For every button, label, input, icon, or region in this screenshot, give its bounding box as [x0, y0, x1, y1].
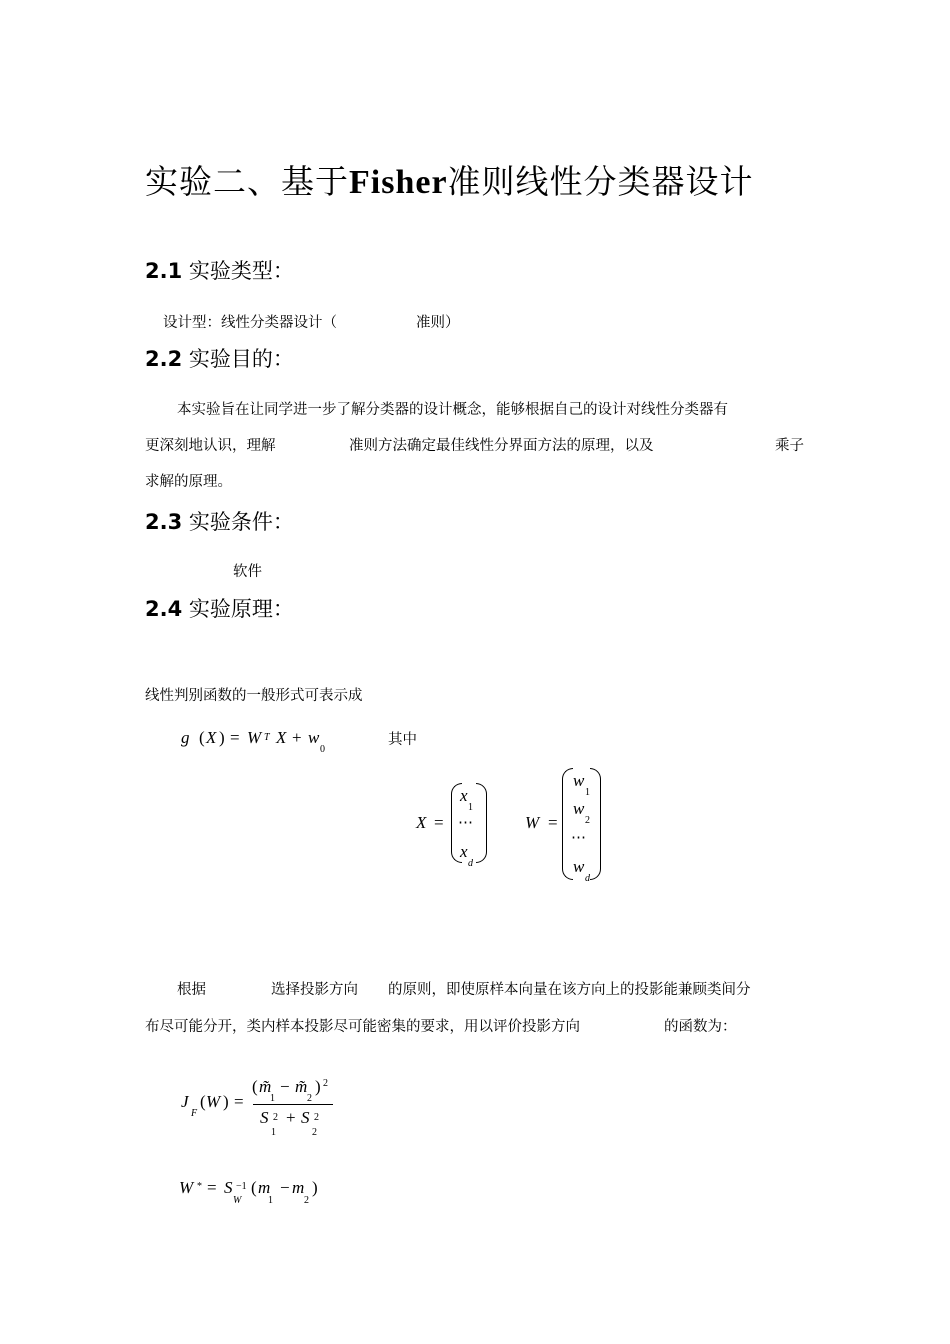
symbol-w1: w: [573, 771, 585, 790]
symbol-W: W: [525, 813, 540, 832]
symbol-equals: =: [207, 1178, 217, 1197]
section-heading-2-2: [145, 345, 294, 373]
symbol-lparen: (: [200, 1092, 206, 1111]
section-number: 2.4: [145, 597, 183, 621]
principle-para2b: 的函数为：: [664, 1019, 737, 1035]
symbol-T: T: [264, 732, 270, 743]
title-bold: Fisher: [349, 164, 448, 201]
purpose-line-1: 本实验旨在让同学进一步了解分类器的设计概念，能够根据自己的设计对线性分类器有: [177, 402, 728, 418]
symbol-sub-2: 2: [307, 1093, 312, 1104]
symbol-X: X: [416, 813, 427, 832]
symbol-xd: x: [460, 842, 468, 861]
symbol-S2: S: [301, 1108, 310, 1127]
symbol-S: S: [224, 1178, 233, 1197]
section-heading-2-3: [145, 508, 294, 536]
symbol-m-tilde-1: m̃: [259, 1077, 272, 1096]
section-title: 实验条件：: [188, 510, 294, 534]
symbol-lparen: (: [199, 728, 205, 747]
symbol-minus: −: [280, 1077, 290, 1096]
symbol-X2: X: [276, 728, 287, 747]
symbol-wd: w: [573, 857, 585, 876]
symbol-sub-1: 1: [585, 787, 590, 798]
principle-para1b: 选择投影方向: [271, 982, 358, 998]
symbol-rparen: ): [219, 728, 225, 747]
section-number: 2.2: [145, 347, 183, 371]
symbol-star: *: [197, 1181, 202, 1192]
symbol-w2: w: [573, 799, 585, 818]
principle-para2a: 布尽可能分开，类内样本投影尽可能密集的要求，用以评价投影方向: [145, 1019, 580, 1035]
title-prefix: 实验二、基于: [145, 162, 349, 201]
symbol-rparen: ): [312, 1178, 318, 1197]
purpose-line-2b: 准则方法确定最佳线性分界面方法的原理，以及: [349, 438, 654, 454]
right-paren: [590, 768, 601, 880]
symbol-g: g: [181, 728, 190, 747]
section-title: 实验目的：: [188, 347, 294, 371]
symbol-m-tilde-2: m̃: [295, 1077, 308, 1096]
section-title: 实验原理：: [188, 597, 294, 621]
left-paren: [562, 768, 573, 880]
symbol-rparen: ): [315, 1077, 321, 1096]
principle-para1c: 的原则，即使原样本向量在该方向上的投影能兼顾类间分: [388, 982, 751, 998]
section-number: 2.1: [145, 259, 183, 283]
symbol-sub-1: 1: [270, 1093, 275, 1104]
symbol-sub-1: 1: [268, 1195, 273, 1206]
symbol-rparen: ): [223, 1092, 229, 1111]
symbol-equals: =: [434, 813, 444, 832]
section-number: 2.3: [145, 510, 183, 534]
symbol-sub-F: F: [191, 1108, 198, 1119]
symbol-sub-W: W: [233, 1195, 242, 1206]
purpose-line-3: 求解的原理。: [145, 474, 232, 490]
principle-intro: 线性判别函数的一般形式可表示成: [145, 688, 363, 704]
symbol-sup-2: 2: [323, 1078, 328, 1089]
section-heading-2-1: [145, 257, 294, 285]
symbol-dots: ⋯: [458, 815, 473, 831]
symbol-W: W: [179, 1178, 194, 1197]
section-title: 实验类型：: [188, 259, 294, 283]
symbol-m2: m: [292, 1178, 305, 1197]
symbol-W: W: [247, 728, 262, 747]
fraction-bar: [253, 1104, 333, 1105]
symbol-sub-d: d: [468, 858, 473, 869]
symbol-plus: +: [286, 1108, 296, 1127]
symbol-sup-minus1: −1: [236, 1181, 247, 1192]
symbol-sub-2: 2: [312, 1127, 317, 1138]
right-paren: [476, 783, 487, 863]
principle-para1a: 根据: [177, 982, 206, 998]
symbol-S1: S: [260, 1108, 269, 1127]
symbol-sub-2: 2: [304, 1195, 309, 1206]
symbol-sub-0: 0: [320, 744, 325, 755]
principle-where: 其中: [388, 732, 417, 748]
symbol-equals: =: [548, 813, 558, 832]
type-text-part2: 准则）: [416, 315, 460, 331]
symbol-lparen: (: [251, 1178, 257, 1197]
symbol-sup-2: 2: [273, 1112, 278, 1123]
title-suffix: 准则线性分类器设计: [447, 162, 754, 201]
symbol-dots: ⋯: [571, 830, 586, 846]
section-heading-2-4: [145, 595, 294, 623]
purpose-line-2c: 乘子: [775, 438, 804, 454]
symbol-sub-d: d: [585, 873, 590, 884]
type-text-part1: 设计型：线性分类器设计（: [163, 315, 337, 331]
symbol-minus: −: [280, 1178, 290, 1197]
symbol-equals: =: [230, 728, 240, 747]
condition-text: 软件: [233, 564, 262, 580]
symbol-lparen: (: [252, 1077, 258, 1096]
purpose-line-2a: 更深刻地认识，理解: [145, 438, 276, 454]
symbol-x1: x: [460, 786, 468, 805]
symbol-sub-2: 2: [585, 815, 590, 826]
symbol-sub-1: 1: [468, 802, 473, 813]
symbol-m1: m: [258, 1178, 271, 1197]
symbol-w: w: [308, 728, 320, 747]
page-title: [145, 160, 754, 205]
symbol-W: W: [206, 1092, 221, 1111]
symbol-equals: =: [234, 1092, 244, 1111]
symbol-sup-2: 2: [314, 1112, 319, 1123]
symbol-X: X: [206, 728, 217, 747]
symbol-plus: +: [292, 728, 302, 747]
symbol-J: J: [181, 1092, 189, 1111]
symbol-sub-1: 1: [271, 1127, 276, 1138]
